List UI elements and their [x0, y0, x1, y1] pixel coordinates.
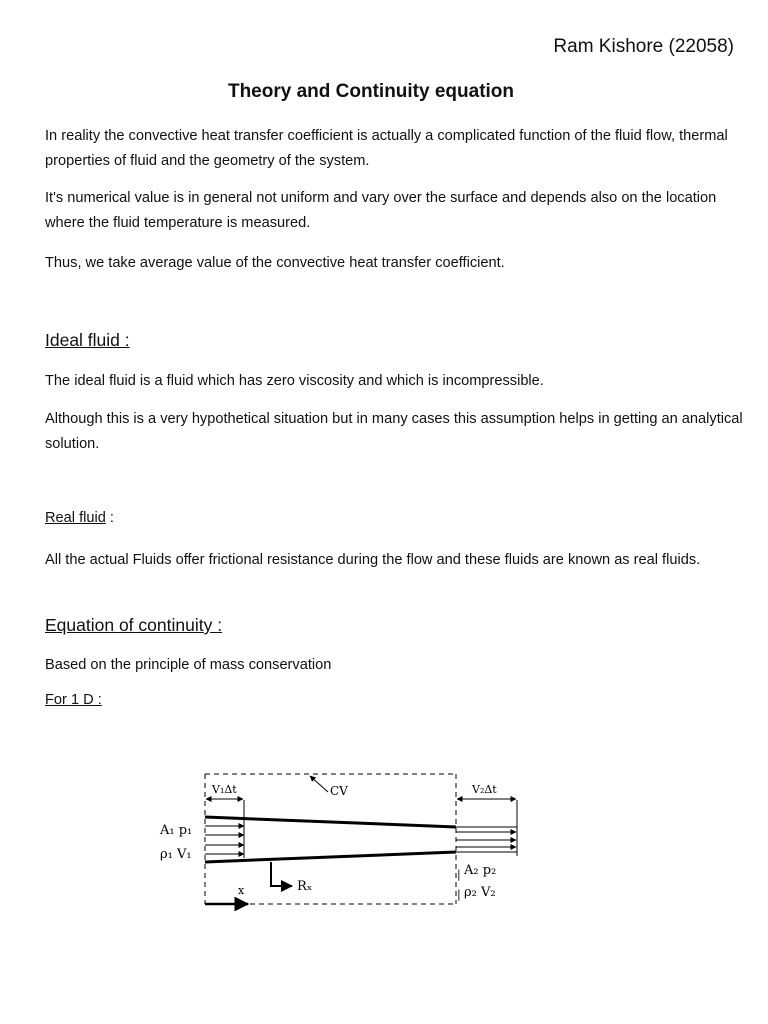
outlet-dx-label: V₂Δt [472, 783, 497, 796]
intro-paragraph-3: Thus, we take average value of the convective heat transfer coefficient. [45, 255, 505, 271]
cv-pointer-arrow [310, 776, 328, 792]
real-fluid-heading-text: Real fluid [45, 510, 106, 526]
outlet-flow-arrows [456, 832, 516, 847]
inlet-density-velocity-label: ρ₁ V₁ [160, 847, 192, 862]
inlet-area-pressure-label: A₁ p₁ [160, 823, 193, 838]
outlet-density-velocity-label: ρ₂ V₂ [464, 885, 496, 900]
real-fluid-paragraph: All the actual Fluids offer frictional resistance during the flow and these fluids are known as real fluids. [45, 552, 701, 568]
intro-paragraph-1: In reality the convective heat transfer coefficient is actually a complicated function of the fluid flow, thermal properties of fluid and the geometry of the system. [45, 128, 728, 169]
pipe-walls [205, 817, 456, 862]
inlet-dx-label: V₁Δt [212, 783, 237, 796]
ideal-fluid-paragraph-1: The ideal fluid is a fluid which has zero viscosity and which is incompressible. [45, 373, 544, 389]
intro-paragraph-2: It's numerical value is in general not uniform and vary over the surface and depends also on the location where the fluid temperature is measured. [45, 190, 717, 231]
continuity-heading: Equation of continuity : [45, 615, 223, 635]
ideal-fluid-heading: Ideal fluid : [45, 330, 130, 350]
outlet-area-pressure-label: A₂ p₂ [464, 863, 497, 878]
force-label: Rₓ [297, 879, 313, 894]
outlet-extension [456, 800, 517, 856]
continuity-subheading: For 1 D : [45, 692, 102, 708]
cv-label: CV [330, 784, 348, 798]
continuity-paragraph: Based on the principle of mass conservation [45, 657, 332, 673]
real-fluid-heading-suffix: : [105, 510, 114, 526]
author-name: Ram Kishore (22058) [553, 36, 734, 57]
x-label: x [238, 884, 245, 897]
inlet-flow-arrows [205, 800, 244, 858]
page-title: Theory and Continuity equation [227, 81, 515, 102]
outlet-wall-mark: | [457, 868, 461, 881]
outlet-wall-mark-2: | [457, 888, 461, 901]
force-arrow [271, 862, 292, 886]
ideal-fluid-paragraph-2: Although this is a very hypothetical situation but in many cases this assumption helps in getting an analytical solution. [45, 411, 743, 452]
